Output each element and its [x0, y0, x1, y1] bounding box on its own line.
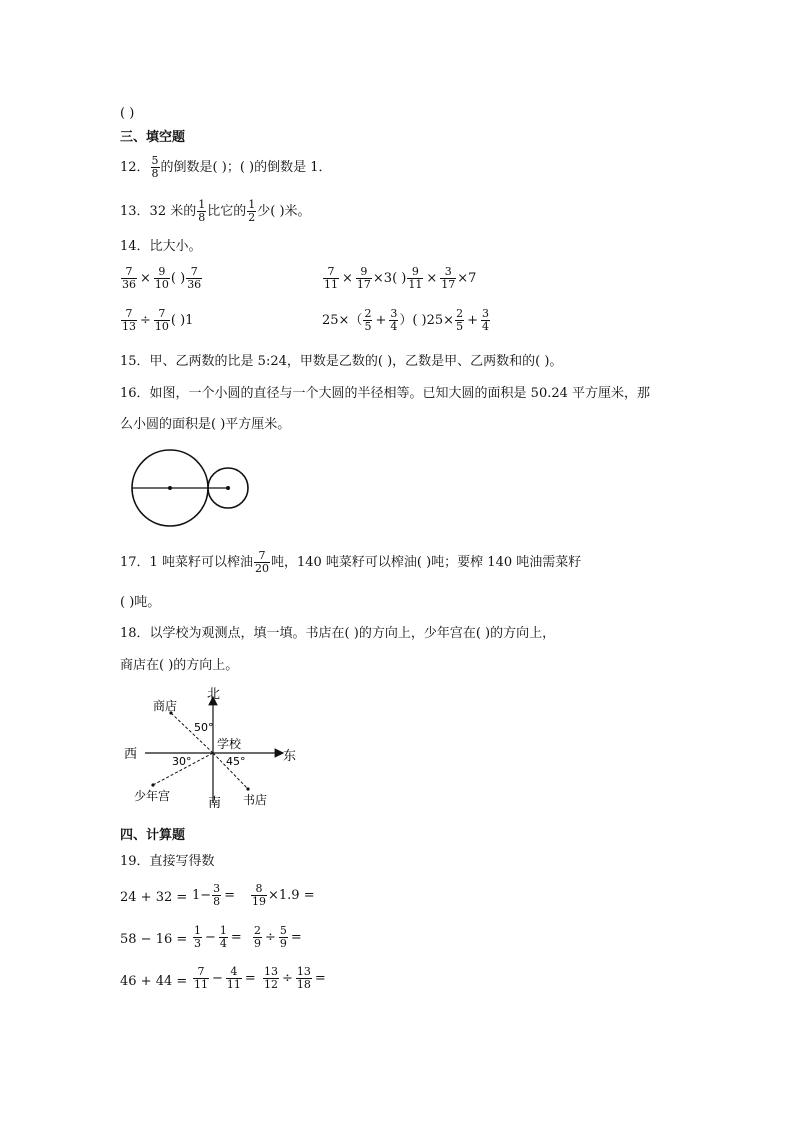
- calc-1-minus-3-8: 1− $\frac{3}{8}$ =: [192, 882, 236, 908]
- q12-fraction: $\frac{5}{8}$: [151, 154, 159, 180]
- q19-title: 19．直接写得数: [120, 854, 215, 869]
- east-label: 东: [283, 749, 297, 764]
- youth-palace-label: 少年宫: [134, 789, 171, 803]
- angle-50-label: 50°: [194, 721, 214, 734]
- q14-row2-right: 25×（ $\frac{2}{5}$ + $\frac{3}{4}$ ）( )25× $\frac{2}{5}$ + $\frac{3}{4}$: [322, 307, 489, 333]
- bookstore-label: 书店: [243, 793, 268, 807]
- calc-8-19-times-1-9: $\frac{8}{19}$ ×1.9 =: [252, 882, 315, 908]
- calc-13-12-div-13-18: $\frac{13}{12}$ ÷ $\frac{13}{18}$ =: [264, 965, 326, 991]
- circles-figure: [125, 445, 255, 535]
- direction-diagram: [115, 683, 305, 813]
- large-circle-center: [168, 486, 172, 490]
- calc-24-plus-32: 24 + 32 =: [120, 890, 188, 905]
- question-16-line-1: 16．如图，一个小圆的直径与一个大圆的半径相等。已知大圆的面积是 50.24 平方厘米，那: [120, 386, 651, 401]
- q13-text-c: 少( )米。: [257, 203, 311, 219]
- q13-fraction-2: $\frac{1}{2}$: [248, 198, 256, 224]
- q13-text-a: 13．32 米的: [120, 203, 197, 219]
- q17-text-b: 吨，140 吨菜籽可以榨油( )吨；要榨 140 吨油需菜籽: [270, 554, 582, 570]
- q13-text-b: 比它的: [207, 203, 247, 219]
- small-circle-center: [226, 486, 230, 490]
- south-label: 南: [208, 796, 222, 811]
- question-17: [120, 550, 581, 574]
- west-label: 西: [124, 747, 138, 762]
- calc-2-9-div-5-9: $\frac{2}{9}$ ÷ $\frac{5}{9}$ =: [254, 924, 302, 950]
- question-12: [120, 155, 332, 179]
- q13-fraction-1: $\frac{1}{8}$: [198, 198, 206, 224]
- question-15: 15．甲、乙两数的比是 5:24，甲数是乙数的( )，乙数是甲、乙两数和的( )。: [120, 354, 563, 369]
- calc-46-plus-44: 46 + 44 =: [120, 974, 188, 989]
- q12-number: 12．: [120, 159, 150, 175]
- q14-row2-left: $\frac{7}{13}$ ÷ $\frac{7}{10}$ ( )1: [122, 307, 194, 333]
- angle-30-label: 30°: [172, 755, 192, 768]
- question-18-line-2: 商店在( )的方向上。: [120, 658, 239, 673]
- calc-1-3-minus-1-4: $\frac{1}{3}$ − $\frac{1}{4}$ =: [194, 924, 242, 950]
- shop-label: 商店: [153, 699, 178, 713]
- q14-title: 14．比大小。: [120, 239, 202, 254]
- q12-text: 的倒数是( )；( )的倒数是 1．: [160, 159, 332, 175]
- calc-7-11-minus-4-11: $\frac{7}{11}$ − $\frac{4}{11}$ =: [194, 965, 256, 991]
- angle-45-label: 45°: [226, 755, 246, 768]
- school-label: 学校: [217, 737, 242, 751]
- question-13: [120, 199, 311, 223]
- section-3-title: 三、填空题: [120, 130, 186, 145]
- q17-text-a: 17．1 吨菜籽可以榨油: [120, 554, 253, 570]
- section-4-title: 四、计算题: [120, 828, 186, 843]
- top-answer-blank: ( ): [120, 106, 135, 121]
- question-16-line-2: 么小圆的面积是( )平方厘米。: [120, 417, 291, 432]
- q17-fraction: $\frac{7}{20}$: [254, 549, 269, 575]
- question-18-line-1: 18．以学校为观测点，填一填。书店在( )的方向上，少年宫在( )的方向上，: [120, 626, 556, 641]
- north-label: 北: [207, 687, 221, 702]
- q14-row1-left: $\frac{7}{36}$ × $\frac{9}{10}$ ( ) $\frac{7}{36}$: [122, 265, 202, 291]
- q14-row1-right: $\frac{7}{11}$ × $\frac{9}{17}$ ×3( ) $\frac{9}{11}$ × $\frac{3}{17}$ ×7: [324, 265, 477, 291]
- calc-58-minus-16: 58 − 16 =: [120, 932, 188, 947]
- question-17-line-2: ( )吨。: [120, 595, 161, 610]
